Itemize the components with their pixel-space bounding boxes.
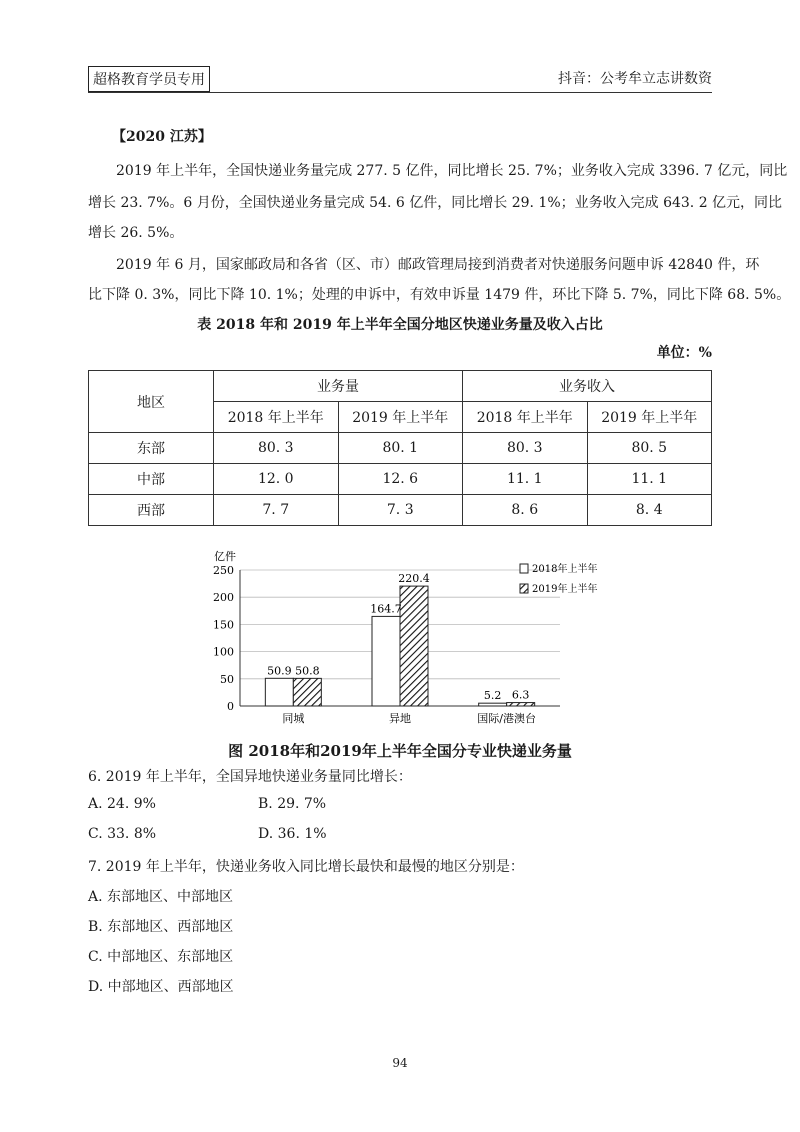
bar-value-label: 5.2 bbox=[483, 689, 502, 703]
table-group-header: 业务收入 bbox=[463, 371, 712, 402]
table-cell: 11. 1 bbox=[587, 464, 712, 495]
bar-2018 bbox=[265, 678, 293, 706]
page-number: 94 bbox=[392, 1056, 408, 1070]
data-table bbox=[88, 370, 712, 526]
table-cell: 80. 3 bbox=[463, 433, 588, 464]
y-tick-label: 250 bbox=[213, 564, 234, 577]
question-option: A. 东部地区、中部地区 bbox=[88, 889, 234, 905]
table-title: 表 2018 年和 2019 年上半年全国分地区快递业务量及收入占比 bbox=[197, 317, 603, 333]
table-header-region: 地区 bbox=[89, 371, 214, 433]
table-cell: 80. 5 bbox=[587, 433, 712, 464]
x-tick-label: 国际/港澳台 bbox=[477, 712, 537, 725]
paragraph-line: 2019 年 6 月，国家邮政局和各省（区、市）邮政管理局接到消费者对快递服务问题申诉 42840 件，环 bbox=[116, 257, 760, 273]
table-cell: 80. 3 bbox=[214, 433, 339, 464]
question-option: B. 东部地区、西部地区 bbox=[88, 919, 234, 935]
bar-2019 bbox=[293, 678, 321, 706]
bar-value-label: 220.4 bbox=[398, 572, 430, 586]
x-tick-label: 异地 bbox=[389, 712, 411, 725]
question-option: D. 中部地区、西部地区 bbox=[88, 979, 234, 995]
y-tick-label: 100 bbox=[213, 645, 234, 659]
table-cell: 8. 4 bbox=[587, 495, 712, 526]
table-cell-region: 中部 bbox=[89, 464, 214, 495]
table-sub-header: 2019 年上半年 bbox=[338, 402, 463, 433]
table-cell: 80. 1 bbox=[338, 433, 463, 464]
table-cell-region: 东部 bbox=[89, 433, 214, 464]
bar-value-label: 164.7 bbox=[370, 602, 402, 616]
figure-caption: 图 2018年和2019年上半年全国分专业快递业务量 bbox=[228, 742, 572, 760]
table-sub-header: 2018 年上半年 bbox=[214, 402, 339, 433]
table-cell: 8. 6 bbox=[463, 495, 588, 526]
y-axis-label: 亿件 bbox=[214, 550, 236, 563]
bar-value-label: 50.9 bbox=[267, 664, 292, 678]
table-group-header: 业务量 bbox=[214, 371, 463, 402]
bar-chart bbox=[200, 548, 620, 730]
legend-label: 2018年上半年 bbox=[532, 564, 598, 575]
table-cell: 11. 1 bbox=[463, 464, 588, 495]
paragraph-line: 增长 26. 5%。 bbox=[88, 225, 184, 241]
table-sub-header: 2019 年上半年 bbox=[587, 402, 712, 433]
paragraph-line: 增长 23. 7%。6 月份，全国快递业务量完成 54. 6 亿件，同比增长 29. 1%；业务收入完成 643. 2 亿元，同比 bbox=[88, 195, 783, 211]
bar-2019 bbox=[400, 586, 428, 706]
header-rule bbox=[88, 92, 712, 93]
question-stem: 6. 2019 年上半年，全国异地快递业务量同比增长： bbox=[88, 769, 412, 785]
paragraph-line: 2019 年上半年，全国快递业务量完成 277. 5 亿件，同比增长 25. 7%；业务收入完成 3396. 7 亿元，同比 bbox=[116, 163, 788, 179]
y-tick-label: 50 bbox=[220, 672, 234, 686]
table-cell: 12. 6 bbox=[338, 464, 463, 495]
question-option: A. 24. 9% bbox=[88, 796, 156, 812]
question-option: C. 33. 8% bbox=[88, 826, 157, 842]
question-option: D. 36. 1% bbox=[258, 826, 327, 842]
x-tick-label: 同城 bbox=[282, 712, 305, 725]
table-cell: 12. 0 bbox=[214, 464, 339, 495]
y-tick-label: 150 bbox=[213, 618, 234, 632]
y-tick-label: 200 bbox=[213, 591, 234, 605]
question-option: C. 中部地区、东部地区 bbox=[88, 949, 234, 965]
bar-value-label: 50.8 bbox=[295, 664, 320, 678]
table-row bbox=[89, 495, 712, 526]
table-cell-region: 西部 bbox=[89, 495, 214, 526]
section-tag: 【2020 江苏】 bbox=[112, 129, 212, 145]
legend-label: 2019年上半年 bbox=[532, 584, 598, 595]
table-unit: 单位：% bbox=[656, 345, 712, 361]
paragraph-line: 比下降 0. 3%，同比下降 10. 1%；处理的申诉中，有效申诉量 1479 件，环比下降 5. 7%，同比下降 68. 5%。 bbox=[88, 287, 791, 303]
legend-swatch bbox=[520, 584, 528, 593]
bar-2019 bbox=[507, 703, 535, 706]
table-cell: 7. 3 bbox=[338, 495, 463, 526]
y-tick-label: 0 bbox=[227, 700, 234, 713]
question-stem: 7. 2019 年上半年，快递业务收入同比增长最快和最慢的地区分别是： bbox=[88, 859, 524, 875]
table-sub-header: 2018 年上半年 bbox=[463, 402, 588, 433]
question-option: B. 29. 7% bbox=[258, 796, 327, 812]
bar-value-label: 6.3 bbox=[511, 688, 530, 702]
table-row bbox=[89, 433, 712, 464]
bar-2018 bbox=[479, 703, 507, 706]
table-cell: 7. 7 bbox=[214, 495, 339, 526]
header-source: 抖音：公考牟立志讲数资 bbox=[558, 71, 712, 87]
table-row bbox=[89, 464, 712, 495]
header-badge: 超格教育学员专用 bbox=[88, 66, 210, 92]
bar-2018 bbox=[372, 616, 400, 706]
legend-swatch bbox=[520, 564, 528, 573]
